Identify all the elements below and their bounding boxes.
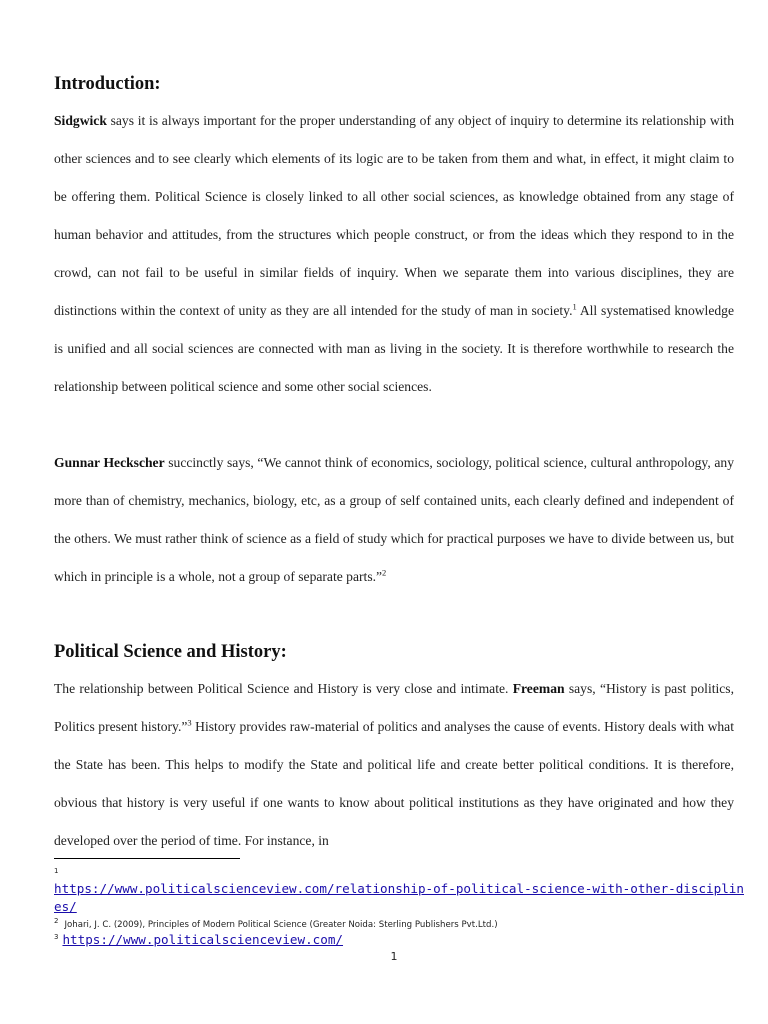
- paragraph-heckscher: [54, 444, 734, 596]
- paragraph-sidgwick: [54, 102, 734, 406]
- paragraph-text: History provides raw-material of politics and analyses the cause of events. History deals with what the State has been. This helps to modify the State and political life and create better political conditions. It is therefore, obvious that history is very useful if one wants to know about political institutions as they have originated and how they developed over the period of time. For instance, in: [54, 719, 734, 848]
- paragraph-text: All systematised knowledge is unified and all social sciences are connected with man as living in the society. It is therefore worthwhile to research the relationship between political science and some other social sciences.: [54, 303, 734, 394]
- footnote-2: [54, 917, 498, 930]
- paragraph-text: The relationship between Political Science and History is very close and intimate.: [54, 681, 513, 696]
- author-name: Freeman: [512, 681, 565, 696]
- footnote-3-marker: 3: [54, 932, 59, 941]
- footnote-2-marker: 2: [54, 917, 59, 925]
- footnote-2-text: Johari, J. C. (2009), Principles of Modern Political Science (Greater Noida: Sterling Publishers Pvt.Ltd.): [64, 919, 498, 930]
- paragraph-text: succinctly says, “We cannot think of economics, sociology, political science, cultural anthropology, any more than of chemistry, mechanics, biology, etc, as a group of self contained units, each clearly defined and independent of the others. We must rather think of science as a field of study which for practical purposes we have to divide between us, but which in principle is a whole, not a group of separate parts.”: [54, 455, 734, 584]
- footnote-reference[interactable]: 2: [382, 567, 387, 578]
- footnote-separator: [54, 858, 240, 859]
- paragraph-history: [54, 670, 734, 860]
- footnote-reference[interactable]: 3: [187, 717, 192, 728]
- paragraph-text: says it is always important for the proper understanding of any object of inquiry to determine its relationship with other sciences and to see clearly which elements of its logic are to be taken from them and what, in effect, it might claim to be offering them. Political Science is closely linked to all other social sciences, as knowledge obtained from any stage of human behavior and attitudes, from the structures which people construct, or from the ideas which they respond to in the crowd, can not fail to be useful in similar fields of inquiry. When we separate them into various disciplines, they are distinctions within the context of unity as they are all intended for the study of man in society.: [54, 113, 734, 318]
- footnote-3-link[interactable]: https://www.politicalscienceview.com/: [62, 932, 344, 947]
- page-number: 1: [390, 950, 398, 963]
- section-heading-introduction: Introduction:: [54, 74, 161, 94]
- footnote-1-link[interactable]: https://www.politicalscienceview.com/relationship-of-political-science-with-other-disciplines/: [54, 881, 744, 914]
- footnote-3: [54, 932, 343, 947]
- author-name: Gunnar Heckscher: [54, 455, 165, 470]
- author-name: Sidgwick: [54, 113, 107, 128]
- footnote-1-marker: 1: [54, 867, 59, 875]
- footnote-reference[interactable]: 1: [572, 301, 577, 312]
- section-heading-history: Political Science and History:: [54, 642, 287, 662]
- paragraph-text: says, “History is past politics, Politics present history.”: [54, 681, 734, 734]
